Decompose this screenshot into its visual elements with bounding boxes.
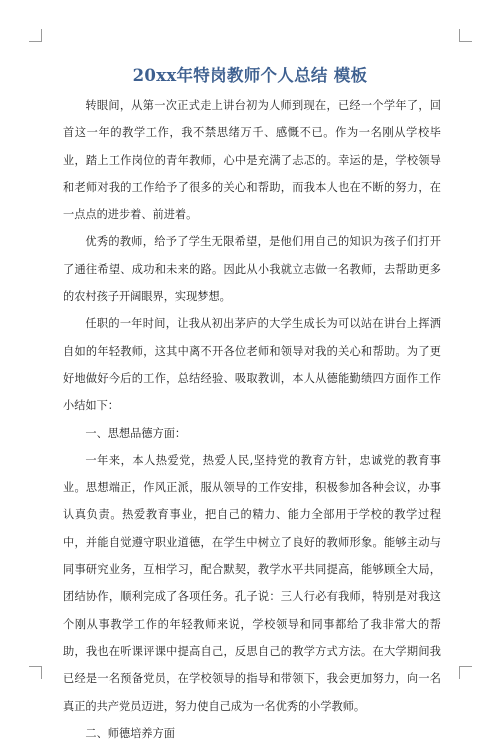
page-corner-mark-bottom-right bbox=[459, 666, 472, 679]
paragraph-intro: 转眼间，从第一次正式走上讲台初为人师到现在，已经一个学年了，回首这一年的教学工作，我不禁思绪万千、感慨不已。作为一名刚从学校毕业，踏上工作岗位的青年教师，心中是充满了忐忑的。幸运的是，学校领导和老师对我的工作给予了很多的关心和帮助，而我本人也在不断的努力，在一点点的进步着、前进着。 bbox=[63, 99, 441, 222]
paragraph-summary-lead: 任职的一年时间，让我从初出茅庐的大学生成长为可以站在讲台上挥洒自如的年轻教师，这其中离不开各位老师和领导对我的关心和帮助。为了更好地做好今后的工作，总结经验、吸取教训，本人从德能勤绩四方面作工作小结如下： bbox=[63, 317, 441, 413]
document-body bbox=[63, 92, 441, 747]
document-title: 20xx年特岗教师个人总结 模板 bbox=[132, 66, 368, 85]
page-corner-mark-bottom-left bbox=[29, 666, 42, 679]
section-heading-ideology: 一、思想品德方面： bbox=[85, 426, 187, 440]
page-corner-mark-top-left bbox=[29, 29, 42, 42]
page-corner-mark-top-right bbox=[459, 29, 472, 42]
paragraph-ideology: 一年来，本人热爱党，热爱人民,坚持党的教育方针，忠诚党的教育事业。思想端正，作风正派，服从领导的工作安排，积极参加各种会议，办事认真负责。热爱教育事业，把自己的精力、能力全部用于学校的教学过程中，并能自觉遵守职业道德，在学生中树立了良好的教师形象。能够主动与同事研究业务，互相学习，配合默契，教学水平共同提高，能够顾全大局，团结协作，顺利完成了各项任务。孔子说：三人行必有我师，特别是对我这个刚从事教学工作的年轻教师来说，学校领导和同事都给了我非常大的帮助，我也在听课评课中提高自己，反思自己的教学方式方法。在大学期间我已经是一名预备党员，在学校领导的指导和带领下，我会更加努力，向一名真正的共产党员迈进，努力使自己成为一名优秀的小学教师。 bbox=[63, 453, 441, 713]
section-heading-ethics: 二、师德培养方面 bbox=[85, 726, 175, 740]
paragraph-aspiration: 优秀的教师，给予了学生无限希望，是他们用自己的知识为孩子们打开了通往希望、成功和未来的路。因此从小我就立志做一名教师，去帮助更多的农村孩子开阔眼界，实现梦想。 bbox=[63, 235, 441, 304]
